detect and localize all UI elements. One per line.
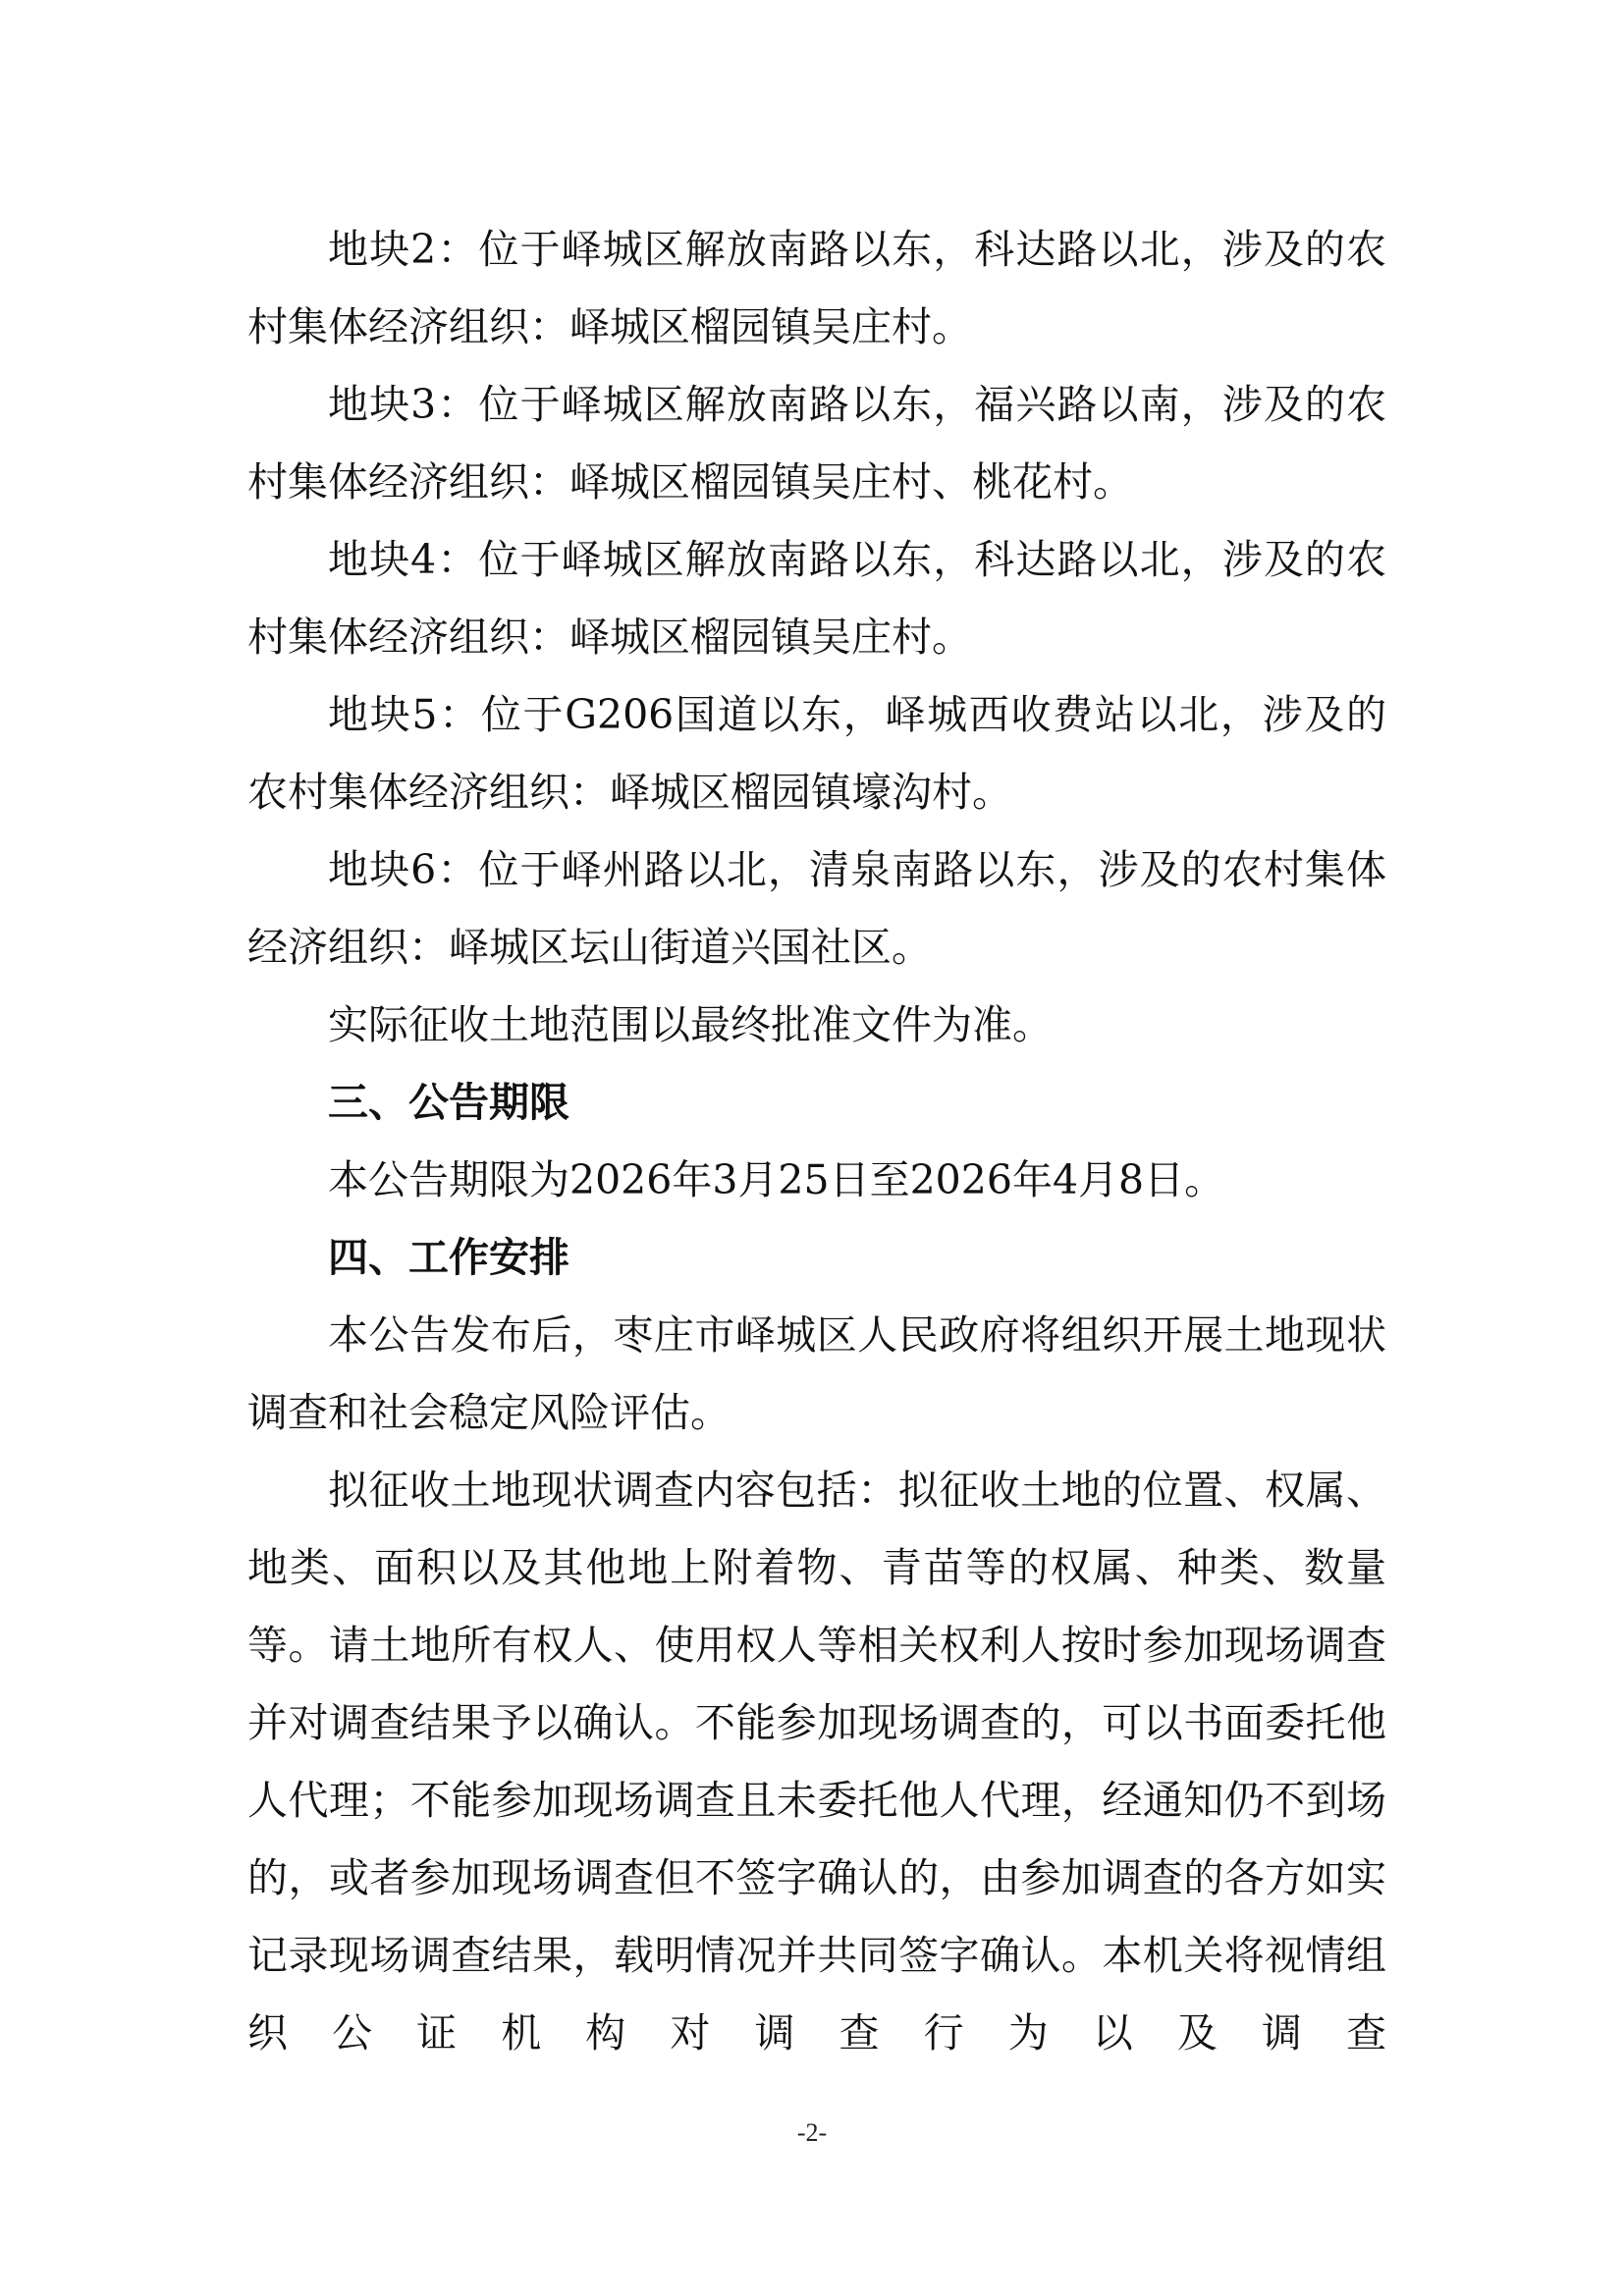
paragraph-plot-2: 地块2：位于峄城区解放南路以东，科达路以北，涉及的农村集体经济组织：峄城区榴园镇吴庄村。	[247, 226, 1386, 350]
paragraph-plot-6: 地块6：位于峄州路以北，清泉南路以东，涉及的农村集体经济组织：峄城区坛山街道兴国社区。	[247, 846, 1386, 971]
section-heading-work-arrangement: 四、工作安排	[328, 1234, 569, 1281]
page-number: -2-	[796, 2118, 828, 2147]
paragraph-plot-3: 地块3：位于峄城区解放南路以东，福兴路以南，涉及的农村集体经济组织：峄城区榴园镇吴庄村、桃花村。	[247, 381, 1386, 506]
paragraph-survey-intro: 本公告发布后，枣庄市峄城区人民政府将组织开展土地现状调查和社会稳定风险评估。	[247, 1311, 1386, 1436]
document-body	[247, 211, 1386, 2072]
paragraph-plot-4: 地块4：位于峄城区解放南路以东，科达路以北，涉及的农村集体经济组织：峄城区榴园镇吴庄村。	[247, 536, 1386, 661]
paragraph-scope-note: 实际征收土地范围以最终批准文件为准。	[328, 1001, 1053, 1048]
paragraph-survey-content: 拟征收土地现状调查内容包括：拟征收土地的位置、权属、地类、面积以及其他地上附着物、青苗等的权属、种类、数量等。请土地所有权人、使用权人等相关权利人按时参加现场调查并对调查结果予以确认。不能参加现场调查的，可以书面委托他人代理；不能参加现场调查且未委托他人代理，经通知仍不到场的，或者参加现场调查但不签字确认的，由参加调查的各方如实记录现场调查结果，载明情况并共同签字确认。本机关将视情组织公证机构对调查行为以及调查	[247, 1467, 1386, 2056]
section-heading-notice-period: 三、公告期限	[328, 1079, 569, 1126]
paragraph-notice-period: 本公告期限为2026年3月25日至2026年4月8日。	[328, 1156, 1225, 1203]
paragraph-plot-5: 地块5：位于G206国道以东，峄城西收费站以北，涉及的农村集体经济组织：峄城区榴园镇壕沟村。	[247, 691, 1386, 816]
